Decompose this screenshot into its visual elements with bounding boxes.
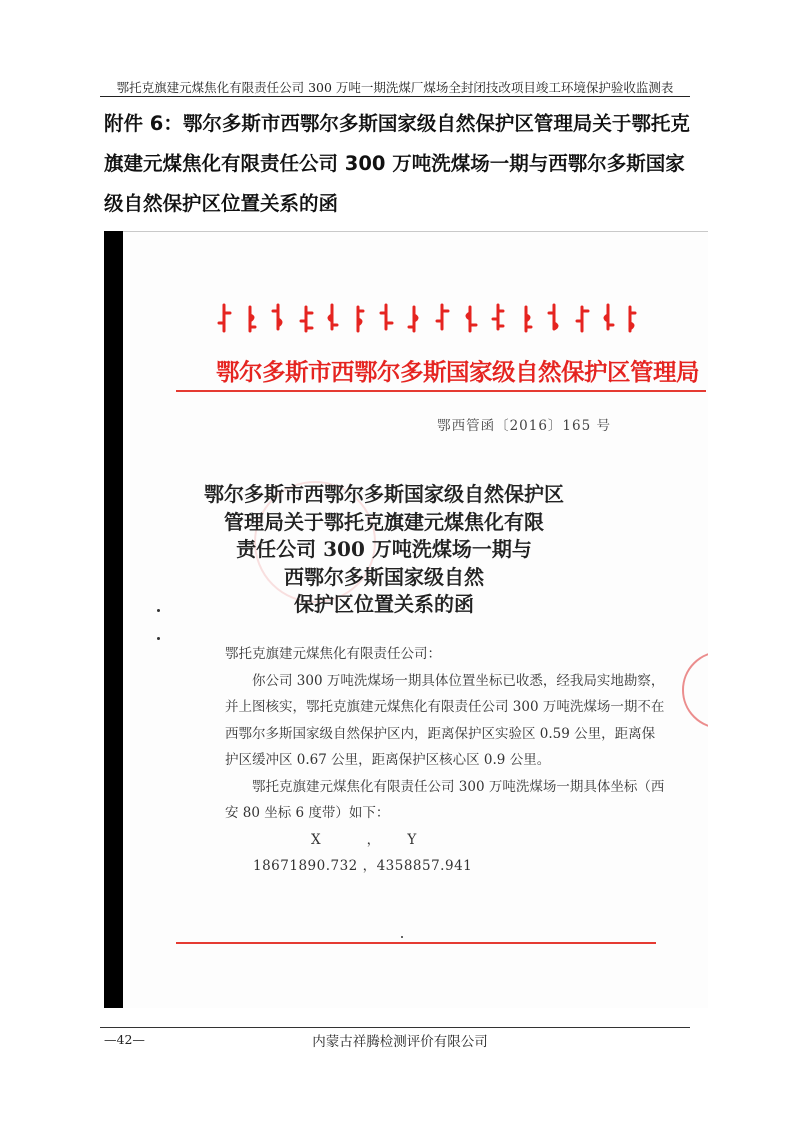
appendix-title: 附件 6：鄂尔多斯市西鄂尔多斯国家级自然保护区管理局关于鄂托克旗建元煤焦化有限责任公司 300 万吨洗煤场一期与西鄂尔多斯国家级自然保护区位置关系的函 [104,112,690,215]
scan-shadow-edge [104,231,123,1008]
letter-title: 鄂尔多斯市西鄂尔多斯国家级自然保护区 管理局关于鄂托克旗建元煤焦化有限 责任公司 300 万吨洗煤场一期与 西鄂尔多斯国家级自然 保护区位置关系的函 [204,482,564,616]
center-mark [401,936,403,938]
letter-body [225,641,665,880]
organization-letterhead: 鄂尔多斯市西鄂尔多斯国家级自然保护区管理局 [216,358,699,386]
margin-mark [157,637,160,640]
scan-top-edge [123,231,708,232]
scanned-letter [104,231,708,1008]
page-number: —42— [104,1032,145,1047]
document-number: 鄂西管函〔2016〕165 号 [437,418,611,434]
body-paragraph: 你公司 300 万吨洗煤场一期具体位置坐标已收悉，经我局实地勘察，并上图核实，鄂托克旗建元煤焦化有限责任公司 300 万吨洗煤场一期不在西鄂尔多斯国家级自然保护区内，距离保护区实验区 0.59 公里，距离保护区缓冲区 0.67 公里，距离保护区核心区 0.9 公里。 [225,672,665,768]
margin-mark [157,609,160,612]
mongolian-script-logo [216,301,638,335]
header-rule [100,96,690,97]
running-header: 鄂托克旗建元煤焦化有限责任公司 300 万吨一期洗煤厂煤场全封闭技改项目竣工环境保护验收监测表 [116,80,674,95]
bottom-red-rule [176,942,656,944]
letterhead-red-rule [176,390,706,392]
coordinate-header: X ， Y [311,831,419,848]
coordinate-values: 18671890.732 ，4358857.941 [253,858,473,874]
body-paragraph: 鄂托克旗建元煤焦化有限责任公司 300 万吨洗煤场一期具体坐标（西安 80 坐标 6 度带）如下： [225,778,665,821]
salutation: 鄂托克旗建元煤焦化有限责任公司： [225,646,441,662]
footer-company: 内蒙古祥腾检测评价有限公司 [312,1034,488,1050]
footer-rule [100,1027,690,1028]
official-seal-stamp [682,651,708,729]
